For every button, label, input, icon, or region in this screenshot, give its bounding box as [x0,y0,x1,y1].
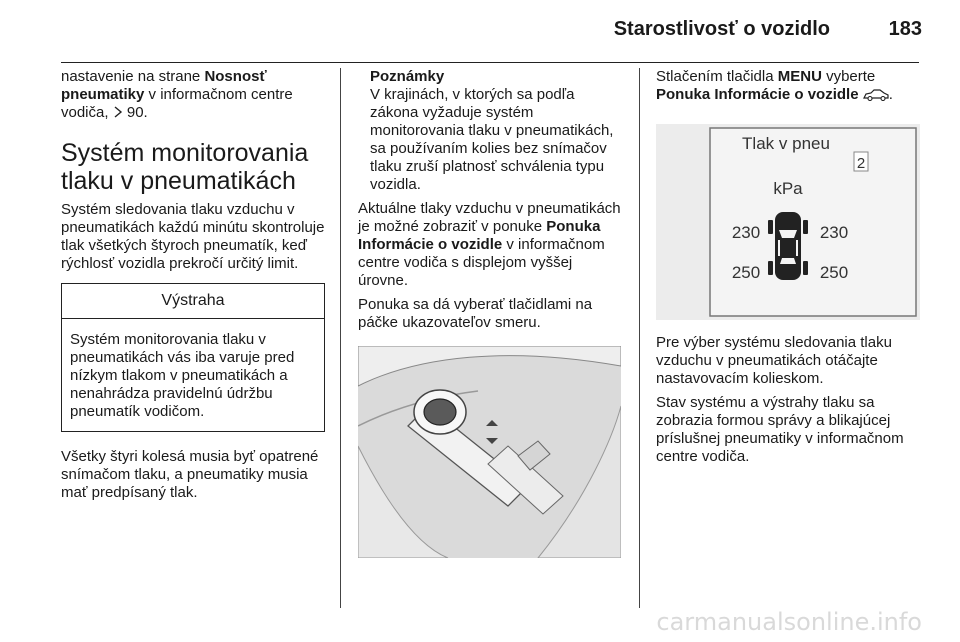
column-divider-2 [639,68,640,608]
paragraph-current-pressures: Aktuálne tlaky vzduchu v pneumatikách je možné zobraziť v ponuke Ponuka Informácie o vozidle v informačnom centre vodiča s displejom vyššej úrovne. [358,200,621,289]
page-ref-arrow-icon [113,105,123,123]
header-rule [61,62,919,63]
menu-button-label: MENU [777,68,822,85]
header-title: Starostlivosť o vozidlo [613,18,830,40]
warning-body: Systém monitorovania tlaku v pneumatikách vás iba varuje pred nízkym tlakom v pneumatikách a nenahrádza pravidelnú údržbu pneumatík vodičom. [70,331,295,420]
note-body: V krajinách, v ktorých sa podľa zákona vyžaduje systém monitorovania tlaku v pneumatikách, sa používaním kolies bez snímačov tlaku zruší platnosť schválenia typu vozidla. [370,86,614,193]
front-right-pressure: 230 [819,223,849,242]
menu-name-bold: Ponuka Informácie o vozidle [656,86,859,103]
car-icon [863,88,889,106]
display-title: Tlak v pneu [742,134,830,153]
paragraph-select-system: Pre výber systému sledovania tlaku vzduchu v pneumatikách otáčajte nastavovacím kolieskom. [656,334,892,387]
paragraph-menu-selection: Ponuka sa dá vyberať tlačidlami na páčke ukazovateľov smeru. [358,296,593,331]
warning-box [61,283,325,432]
turn-signal-lever-illustration [358,346,621,558]
column-1 [61,68,325,508]
page-ref-number: 90. [122,104,148,121]
intro-paragraph: nastavenie na strane Nosnosť pneumatiky v informačnom centre vodiča, 90. [61,68,293,121]
note-title: Poznámky [370,68,445,85]
column-2 [358,68,626,558]
section-heading: Systém monitorovania tlaku v pneumatikách [61,139,309,195]
rear-right-pressure: 250 [819,263,849,282]
column-divider-1 [340,68,341,608]
section-paragraph-1: Systém sledovania tlaku vzduchu v pneumatikách každú minútu skontroluje tlak všetkých štyroch pneumatík, keď rýchlosť vozidla prekročí určitý limit. [61,201,325,272]
rear-left-pressure: 250 [731,263,761,282]
display-page-indicator: 2 [856,155,866,172]
menu-name-bold: Ponuka Informácie o vozidle [358,218,601,253]
column-3 [656,68,922,472]
watermark: carmanualsonline.info [656,608,922,636]
display-unit: kPa [773,179,803,198]
front-left-pressure: 230 [731,223,761,242]
tire-pressure-display-illustration [656,124,920,320]
page-number: 183 [888,18,922,40]
intro-menu-paragraph: Stlačením tlačidla MENU vyberte Ponuka Informácie o vozidle . [656,68,922,106]
paragraph-status-warnings: Stav systému a výstrahy tlaku sa zobrazia formou správy a blikajúcej príslušnej pneumatiky v informačnom centre vodiča. [656,394,904,465]
intro-bold-term: Nosnosť pneumatiky [61,68,267,103]
warning-title: Výstraha [62,284,324,319]
section-paragraph-2: Všetky štyri kolesá musia byť opatrené snímačom tlaku, a pneumatiky musia mať predpísaný tlak. [61,448,319,501]
